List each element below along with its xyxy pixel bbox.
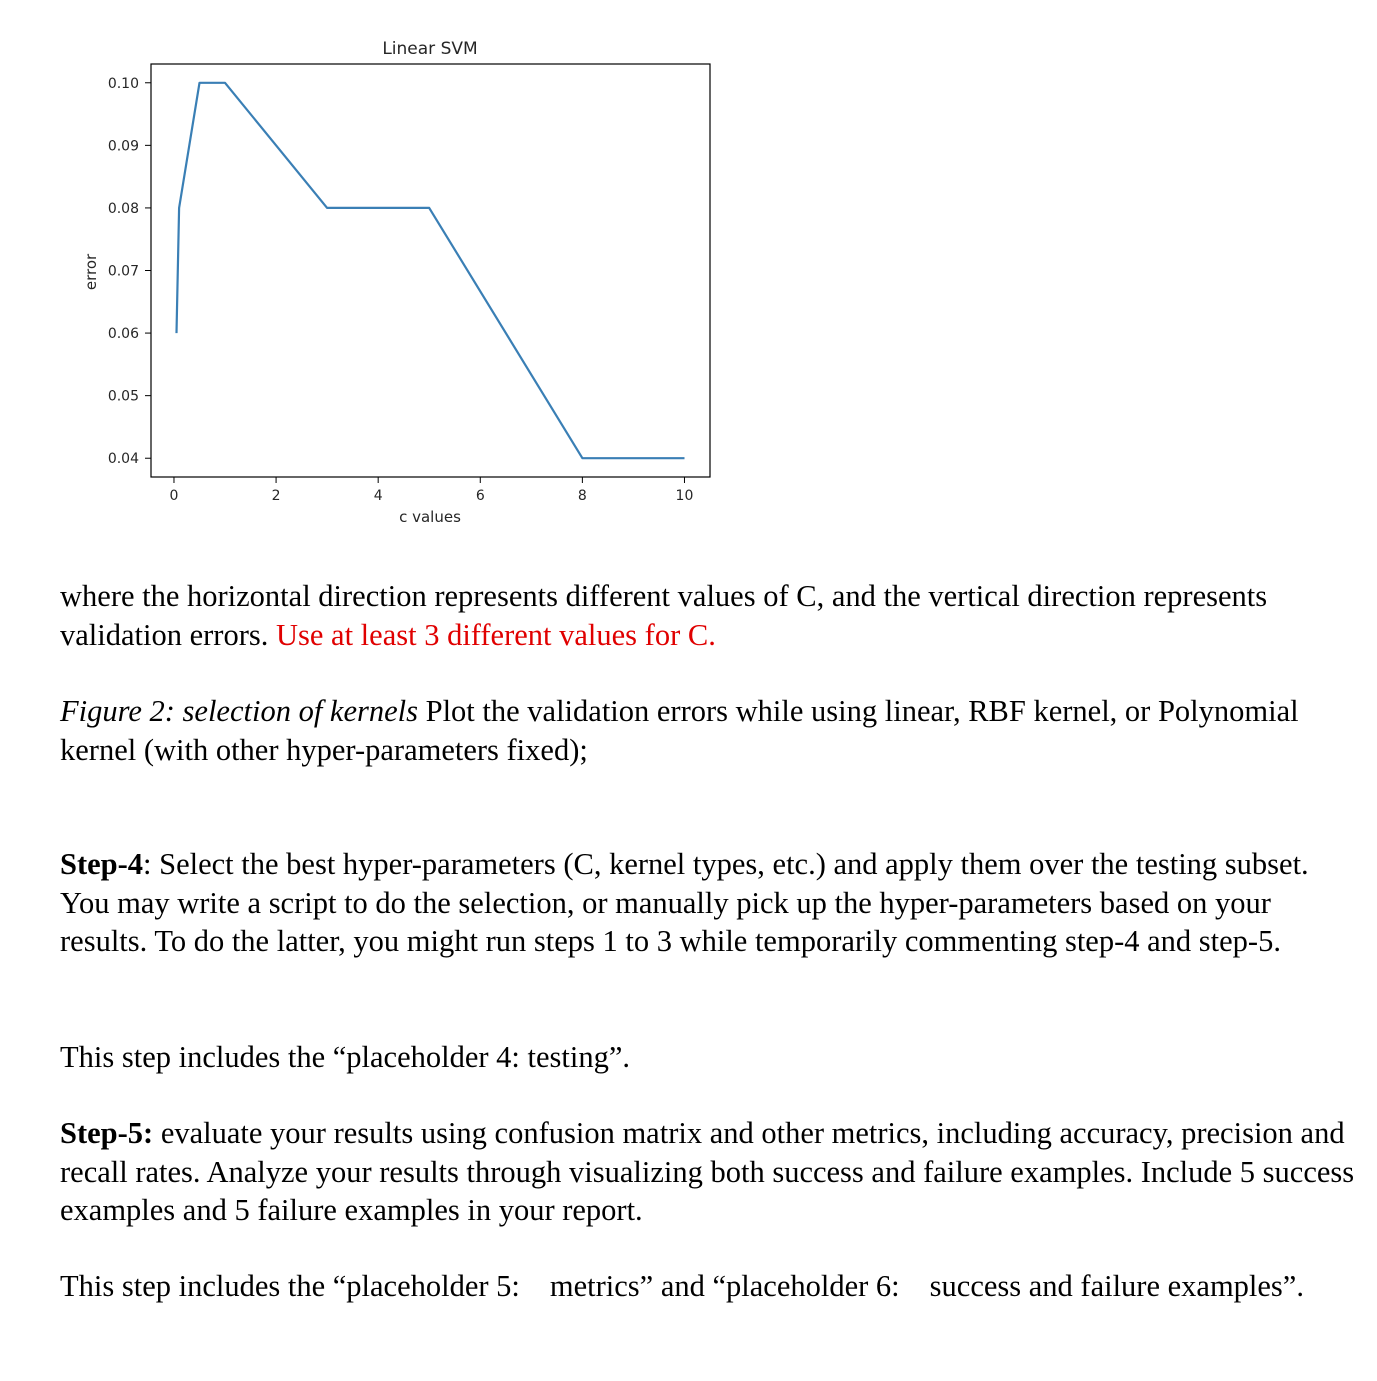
step5-placeholder <box>60 1267 1360 1306</box>
x-tick-label: 10 <box>675 488 694 504</box>
step4-label: Step-4 <box>60 847 144 881</box>
chart-title: Linear SVM <box>382 39 478 59</box>
y-tick-label: 0.04 <box>107 451 139 468</box>
paragraph-c-values <box>60 577 1360 654</box>
y-tick-label: 0.05 <box>107 388 139 405</box>
y-tick-label: 0.10 <box>107 75 139 92</box>
x-tick-label: 2 <box>271 488 281 504</box>
step5-placeholder-a: This step includes the “placeholder 5: <box>60 1269 520 1303</box>
step5-placeholder-b: metrics” and “placeholder 6: <box>549 1269 900 1303</box>
step4-placeholder: This step includes the “placeholder 4: testing”. <box>60 1040 631 1074</box>
paragraph-step5 <box>60 1114 1360 1230</box>
step5-text: evaluate your results using confusion matrix and other metrics, including accuracy, precision and recall rates. Analyze your results through visualizing both success and failure examples. Include 5 success examples and 5 failure examples in your report. <box>60 1116 1355 1227</box>
y-tick-label: 0.08 <box>107 200 139 217</box>
x-axis <box>170 477 694 504</box>
linear-svm-chart <box>0 0 740 545</box>
y-tick-label: 0.06 <box>107 326 139 343</box>
step5-label: Step-5: <box>60 1116 154 1150</box>
y-axis-label: error <box>82 253 100 291</box>
y-axis <box>108 76 151 467</box>
para1-red-note: Use at least 3 different values for C. <box>275 617 716 652</box>
error-series-line <box>177 83 685 458</box>
figure2-text: Plot the validation errors while using linear, RBF kernel, or Polynomial kernel (with other hyper-parameters fixed); <box>60 694 1299 767</box>
x-tick-label: 4 <box>373 488 383 504</box>
x-axis-label: c values <box>399 508 461 526</box>
plot-frame <box>151 64 710 477</box>
step4-text: : Select the best hyper-parameters (C, kernel types, etc.) and apply them over the testing subset. You may write a script to do the selection, or manually pick up the hyper-parameters based on your results. To do the latter, you might run steps 1 to 3 while temporarily commenting step-4 and step-5. <box>60 847 1309 958</box>
x-tick-label: 6 <box>475 488 485 504</box>
chart-svg <box>0 0 740 545</box>
y-tick-label: 0.07 <box>107 263 139 280</box>
paragraph-step4 <box>60 845 1360 961</box>
step5-placeholder-c: success and failure examples”. <box>929 1269 1304 1303</box>
paragraph-figure2 <box>60 692 1360 769</box>
x-tick-label: 0 <box>169 488 179 504</box>
figure2-caption: Figure 2: selection of kernels <box>60 694 418 728</box>
x-tick-label: 8 <box>577 488 587 504</box>
y-tick-label: 0.09 <box>107 138 139 155</box>
para1-main: where the horizontal direction represents different values of C, and the vertical direction represents validation errors. <box>60 579 1268 652</box>
